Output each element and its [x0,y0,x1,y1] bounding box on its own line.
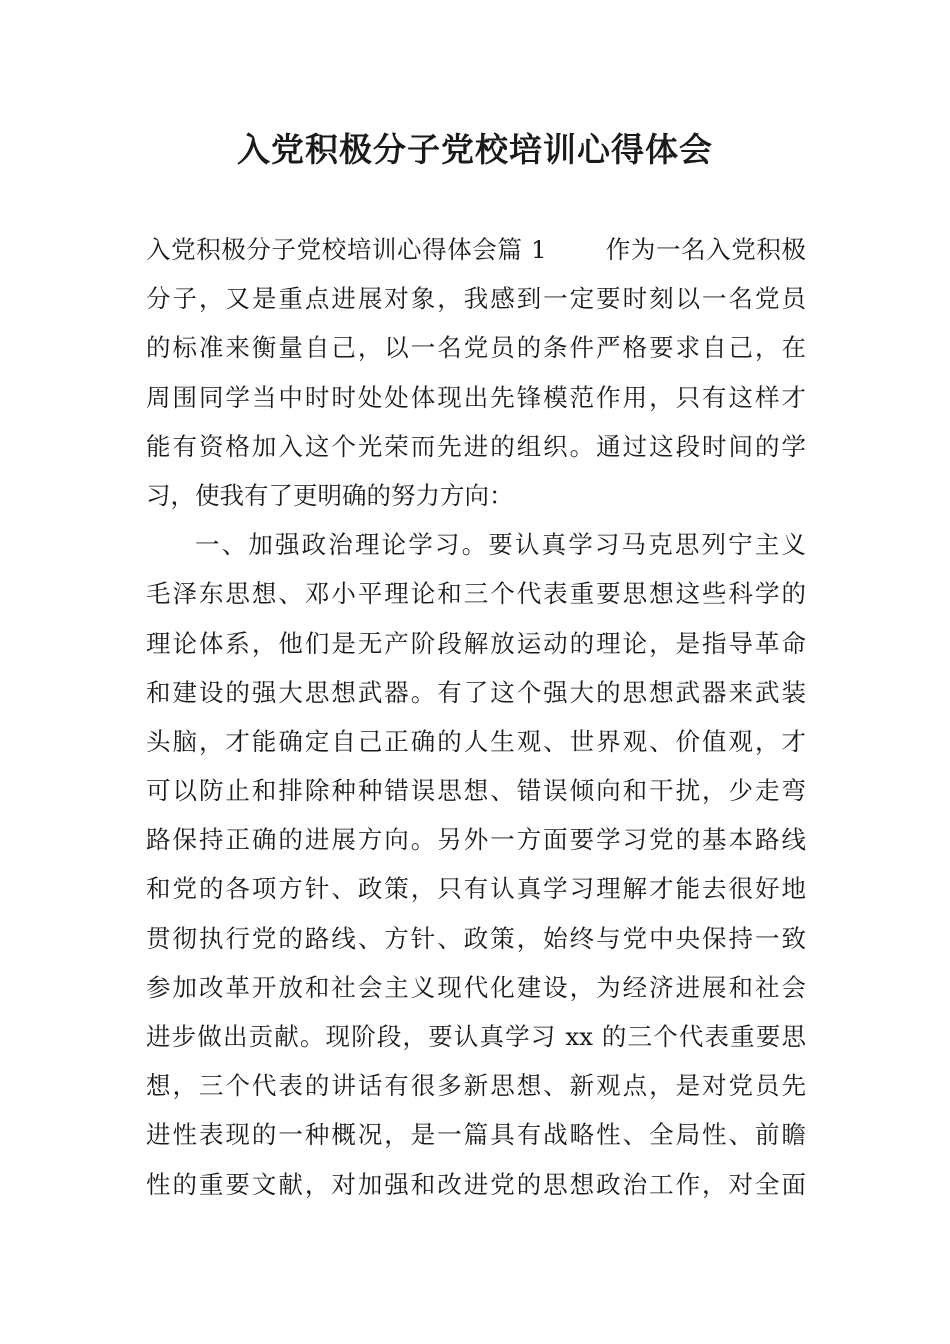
body-line: 习，使我有了更明确的努力方向： [146,480,514,510]
body-line: 想，三个代表的讲话有很多新思想、新观点，是对党员先 [146,1071,806,1101]
body-line: 和建设的强大思想武器。有了这个强大的思想武器来武装 [146,677,806,707]
body-line: 能有资格加入这个光荣而先进的组织。通过这段时间的学 [146,431,806,461]
body-line: 头脑，才能确定自己正确的人生观、世界观、价值观，才 [146,726,806,756]
body-line: 入党积极分子党校培训心得体会篇 1 作为一名入党积极 [146,235,806,264]
document-body [146,225,806,1209]
document-title: 入党积极分子党校培训心得体会 [237,130,713,169]
body-line: 贯彻执行党的路线、方针、政策，始终与党中央保持一致 [146,923,806,953]
body-line: 毛泽东思想、邓小平理论和三个代表重要思想这些科学的 [146,579,806,609]
body-line: 性的重要文献，对加强和改进党的思想政治工作，对全面 [146,1169,806,1199]
body-line: 的标准来衡量自己，以一名党员的条件严格要求自己，在 [146,333,806,363]
body-line: 分子，又是重点进展对象，我感到一定要时刻以一名党员 [146,284,806,314]
body-line: 路保持正确的进展方向。另外一方面要学习党的基本路线 [146,825,806,855]
body-line: 进性表现的一种概况，是一篇具有战略性、全局性、前瞻 [146,1120,806,1150]
body-line: 可以防止和排除种种错误思想、错误倾向和干扰，少走弯 [146,776,806,806]
body-line: 参加改革开放和社会主义现代化建设，为经济进展和社会 [146,972,806,1002]
body-line: 理论体系，他们是无产阶段解放运动的理论，是指导革命 [146,628,806,658]
body-line: 一、加强政治理论学习。要认真学习马克思列宁主义 [195,530,806,560]
body-line: 周围同学当中时时处处体现出先锋模范作用，只有这样才 [146,382,806,412]
body-line: 进步做出贡献。现阶段，要认真学习 xx 的三个代表重要思 [146,1022,806,1051]
body-line: 和党的各项方针、政策，只有认真学习理解才能去很好地 [146,874,806,904]
